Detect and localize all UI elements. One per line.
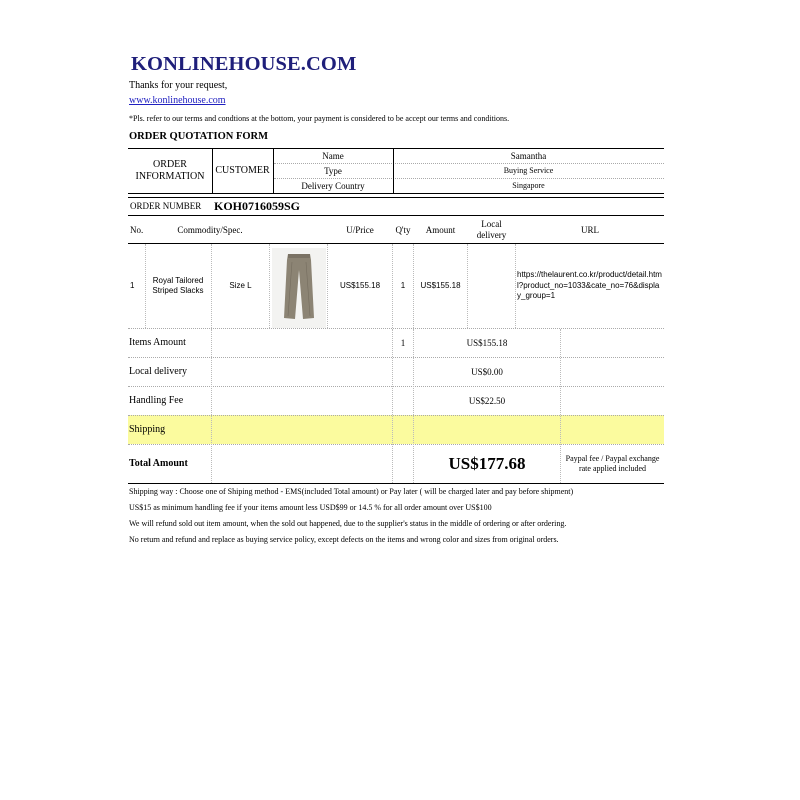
shipping-label: Shipping [129, 424, 166, 435]
website-link[interactable]: www.konlinehouse.com [129, 95, 226, 106]
item-amount: US$155.18 [420, 281, 461, 291]
form-title: ORDER QUOTATION FORM [129, 131, 269, 142]
pants-image [272, 248, 326, 328]
item-spec: Size L [229, 281, 252, 291]
handling-fee-label: Handling Fee [129, 395, 184, 406]
name-label: Name [322, 150, 344, 161]
item-qty: 1 [400, 281, 406, 291]
divider [515, 244, 516, 328]
col-qty: Q'ty [395, 224, 411, 235]
divider [128, 197, 664, 198]
paypal-note: Paypal fee / Paypal exchange rate applied included [565, 454, 660, 473]
delivery-country-value: Singapore [512, 181, 545, 191]
order-number: KOH0716059SG [214, 199, 301, 213]
type-value: Buying Service [503, 166, 554, 176]
delivery-country-label: Delivery Country [301, 180, 365, 191]
type-label: Type [324, 165, 342, 176]
col-url: URL [581, 224, 599, 235]
terms-line: No return and refund and replace as buying service policy, except defects on the items and wrong color and sizes from original orders. [129, 535, 559, 544]
shipping-amount [414, 416, 560, 444]
name-value: Samantha [510, 150, 547, 161]
col-local-delivery: Local delivery [476, 219, 507, 240]
col-no: No. [130, 224, 144, 235]
terms-line: We will refund sold out item amount, when the sold out happened, due to the supplier's status in the middle of ordering or after ordering. [129, 519, 567, 528]
thanks-text: Thanks for your request, [129, 80, 228, 91]
item-no: 1 [130, 281, 135, 291]
item-unit-price: US$155.18 [339, 281, 381, 291]
divider [128, 483, 664, 484]
items-amount-label: Items Amount [129, 337, 186, 348]
total-amount-label: Total Amount [129, 458, 188, 469]
order-information-label: ORDER INFORMATION [135, 159, 205, 182]
divider [128, 193, 664, 194]
col-commodity: Commodity/Spec. [177, 224, 243, 235]
handling-fee-amount: US$22.50 [468, 395, 506, 406]
divider [211, 329, 212, 483]
terms-line: Shipping way : Choose one of Shiping method - EMS(included Total amount) or Pay later ( will be charged later and pay before shipment) [129, 487, 574, 496]
item-local-delivery [468, 244, 515, 328]
col-amount: Amount [425, 224, 456, 235]
local-delivery-amount: US$0.00 [471, 366, 503, 377]
item-name: Royal Tailored Striped Slacks [152, 276, 204, 295]
divider [269, 244, 270, 328]
items-qty: 1 [400, 337, 406, 348]
customer-label: CUSTOMER [215, 165, 270, 176]
total-amount: US$177.68 [448, 453, 526, 473]
divider [128, 215, 664, 216]
item-url[interactable]: https://thelaurent.co.kr/product/detail.html?product_no=1033&cate_no=76&display_group=1 [517, 269, 662, 301]
items-amount: US$155.18 [466, 337, 508, 348]
order-number-label: ORDER NUMBER [130, 201, 202, 211]
brand-title: KONLINEHOUSE.COM [131, 53, 357, 75]
terms-line: US$15 as minimum handling fee if your items amount less USD$99 or 14.5 % for all order amount over US$100 [129, 503, 492, 512]
local-delivery-label: Local delivery [129, 366, 188, 377]
col-unit-price: U/Price [346, 224, 374, 235]
terms-note: *Pls. refer to our terms and condtions at the bottom, your payment is considered to be accept our terms and conditions. [129, 114, 510, 123]
